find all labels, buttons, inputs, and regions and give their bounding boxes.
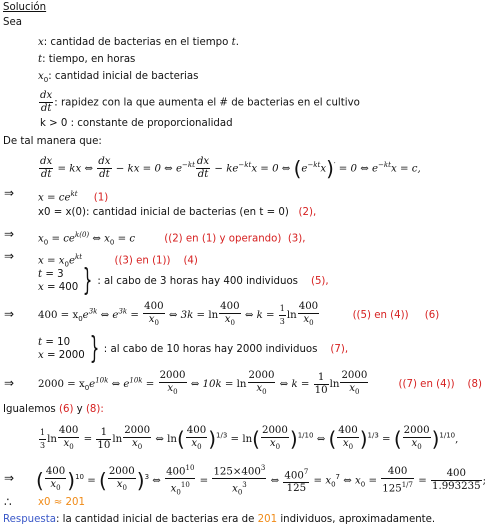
eq-3: $x_0 = ce^{k(0)}$ ⇔ $x_0 = c$ ((2) en (1) y operando) (3), [38,231,306,247]
therefore-symbol: ∴ [4,495,12,509]
implies-arrow: ⇒ [4,307,15,321]
implies-arrow: ⇒ [4,249,15,263]
eq-2: x0 = x(0): cantidad inicial de bacterias (en t = 0) (2), [38,207,317,218]
implies-arrow: ⇒ [4,376,15,390]
eq-7: t = 10 x = 2000 } : al cabo de 10 horas hay 2000 individuos (7), [38,331,349,366]
def-x: x: cantidad de bacterias en el tiempo t. [38,37,239,48]
eq-power: ( $\frac{400}{x_0}$ )$^{10}$ = ( $\frac{2000}{x_0}$ )$^3$ ⇔ $\frac{400^{10}}{x_0^{10}}$ = $\frac{125\times 400^3}{x_0^3}$ ⇔ $\frac{400^7}{125}$ = $x_0^7$ ⇔ $x_0$ = $\frac{400}{125^{1/7}}$ = $\frac{400}{1.993235}$ ; [36,464,487,497]
def-k: k > 0 : constante de proporcionalidad [40,118,233,129]
de-tal-manera: De tal manera que: [3,136,102,147]
eq-equate: $\frac{1}{3}$ ln $\frac{400}{x_0}$ = $\frac{1}{10}$ ln $\frac{2000}{x_0}$ ⇔ ln( $\frac{400}{x_0}$ )$^{1/3}$ = ln( $\frac{2000}{x_0}$ )$^{1/10}$ ⇔ ( $\frac{400}{x_0}$ )$^{1/3}$ = ( $\frac{2000}{x_0}$ )$^{1/10}$, [40,425,459,452]
def-t: t: tiempo, en horas [38,54,136,65]
solution-title: Solución [3,2,47,13]
implies-arrow: ⇒ [4,227,15,241]
def-x0: $x_0$: cantidad inicial de bacterias [38,71,199,85]
respuesta-line: Respuesta: la cantidad inicial de bacterias era de 201 individuos, aproximadamente. [3,514,436,525]
result-value: x0 ≈ 201 [38,497,85,508]
sea-label: Sea [3,17,22,28]
implies-arrow: ⇒ [4,471,15,485]
eq-5: t = 3 x = 400 } : al cabo de 3 horas hay 400 individuos (5), [38,263,329,298]
eq-4: $x = x_0e^{kt}$ ((3) en (1)) (4) [38,253,198,269]
eq-8: $2000 = x_0e^{10k}$ ⇔ $e^{10k}$ = $\frac{2000}{x_0}$ ⇔ 10k = ln $\frac{2000}{x_0}$ ⇔ k = $\frac{1}{10}$ ln $\frac{2000}{x_0}$ ((7) en (4)) (8) [38,370,482,397]
igualemos-line: Igualemos (6) y (8): [3,404,104,415]
eq-6: $400 = x_0e^{3k}$ ⇔ $e^{3k}$ = $\frac{400}{x_0}$ ⇔ 3k = ln $\frac{400}{x_0}$ ⇔ k = $\frac{1}{3}$ ln $\frac{400}{x_0}$ ((5) en (4)) (6) [38,301,440,328]
eq-chain: $\frac{dx}{dt}$ = kx ⇔ $\frac{dx}{dt}$ − kx = 0 ⇔ $e^{-kt}$ $\frac{dx}{dt}$ − $ke^{-kt}x = 0$ ⇔ $(e^{-kt}x)' = 0$ ⇔ $e^{-kt}x = c$, [40,156,421,181]
implies-arrow: ⇒ [4,186,15,200]
eq-1: $x = ce^{kt}$ (1) [38,190,109,204]
def-rate: $\frac{dx}{dt}$ : rapidez con la que aumenta el # de bacterias en el cultivo [40,90,360,114]
